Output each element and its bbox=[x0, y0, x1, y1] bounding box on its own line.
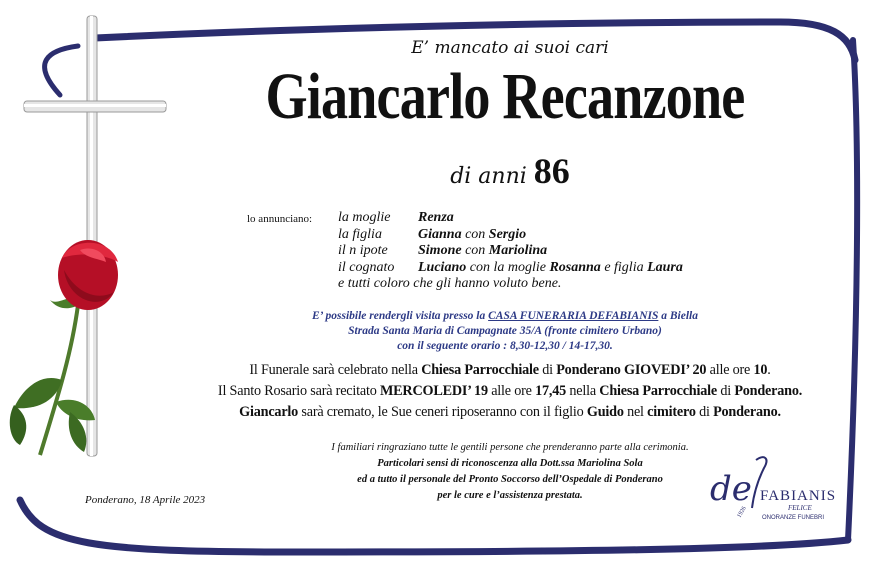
logo-sub: FELICE bbox=[788, 504, 812, 512]
age-value: 86 bbox=[533, 151, 570, 191]
relation: il n ipote bbox=[338, 243, 388, 258]
rose-icon bbox=[10, 240, 118, 455]
announcer-row: il n ipote Simone con Mariolina bbox=[338, 243, 548, 258]
logo-year: 1926 bbox=[736, 505, 748, 519]
place-date: Ponderano, 18 Aprile 2023 bbox=[85, 494, 206, 506]
thanks-text bbox=[300, 440, 720, 504]
logo-tag: ONORANZE FUNEBRI bbox=[762, 515, 825, 521]
funeral-info bbox=[150, 360, 870, 423]
announcers-label: lo annunciano: bbox=[247, 213, 313, 225]
thanks-line-1: I familiari ringraziano tutte le gentili persone che prenderanno parte alla cerimonia. bbox=[331, 442, 689, 453]
announcers-list bbox=[338, 210, 683, 293]
announcer-row: la figlia Gianna con Sergio bbox=[338, 226, 527, 242]
relation: la moglie bbox=[338, 210, 391, 225]
announcer-rest: con la moglie Rosanna e figlia Laura bbox=[466, 259, 683, 275]
funeral-line-3: Giancarlo sarà cremato, le Sue ceneri riposeranno con il figlio Guido nel cimitero di Ponderano. bbox=[239, 404, 781, 420]
funeral-home-link[interactable]: CASA FUNERARIA DEFABIANIS bbox=[488, 310, 659, 322]
intro-text: E’ mancato ai suoi cari bbox=[411, 38, 609, 58]
logo-brand-a: de bbox=[710, 469, 752, 509]
age-line bbox=[430, 150, 590, 192]
thanks-line-3: ed a tutto il personale del Pronto Soccorso dell’Ospedale di Ponderano bbox=[357, 474, 663, 485]
relation: il cognato bbox=[338, 259, 395, 275]
visit-line-3: con il seguente orario : 8,30-12,30 / 14-17,30. bbox=[397, 340, 613, 352]
deceased-name: Giancarlo Recanzone bbox=[265, 60, 745, 133]
visit-line-2: Strada Santa Maria di Campagnate 35/A (fronte cimitero Urbano) bbox=[348, 325, 662, 337]
announcer-name: Gianna bbox=[418, 226, 462, 242]
thanks-line-2: Particolari sensi di riconoscenza alla Dott.ssa Mariolina Sola bbox=[377, 458, 643, 469]
visit-info bbox=[210, 309, 800, 354]
announcer-row bbox=[338, 210, 683, 227]
funeral-line-1: Il Funerale sarà celebrato nella Chiesa Parrocchiale di Ponderano GIOVEDI’ 20 alle ore 10. bbox=[249, 362, 771, 378]
visit-line-1: E’ possibile rendergli visita presso la CASA FUNERARIA DEFABIANIS a Biella bbox=[312, 310, 698, 322]
relation: la figlia bbox=[338, 226, 382, 242]
age-label: di anni bbox=[450, 164, 527, 189]
announcer-name: Renza bbox=[418, 210, 454, 225]
announcer-name: Simone bbox=[418, 243, 462, 258]
announcer-partner: Mariolina bbox=[488, 243, 548, 258]
thanks-line-4: per le cure e l’assistenza prestata. bbox=[437, 490, 583, 501]
logo-brand-b: FABIANIS bbox=[760, 488, 837, 504]
announcer-partner: Sergio bbox=[488, 226, 527, 242]
funeral-line-2: Il Santo Rosario sarà recitato MERCOLEDI’ 19 alle ore 17,45 nella Chiesa Parrocchiale di Ponderano. bbox=[217, 383, 803, 399]
defabianis-logo bbox=[708, 452, 838, 532]
announcer-name: Luciano bbox=[418, 259, 467, 275]
announcers-tail: e tutti coloro che gli hanno voluto bene. bbox=[338, 276, 562, 291]
announcer-row bbox=[338, 260, 683, 277]
